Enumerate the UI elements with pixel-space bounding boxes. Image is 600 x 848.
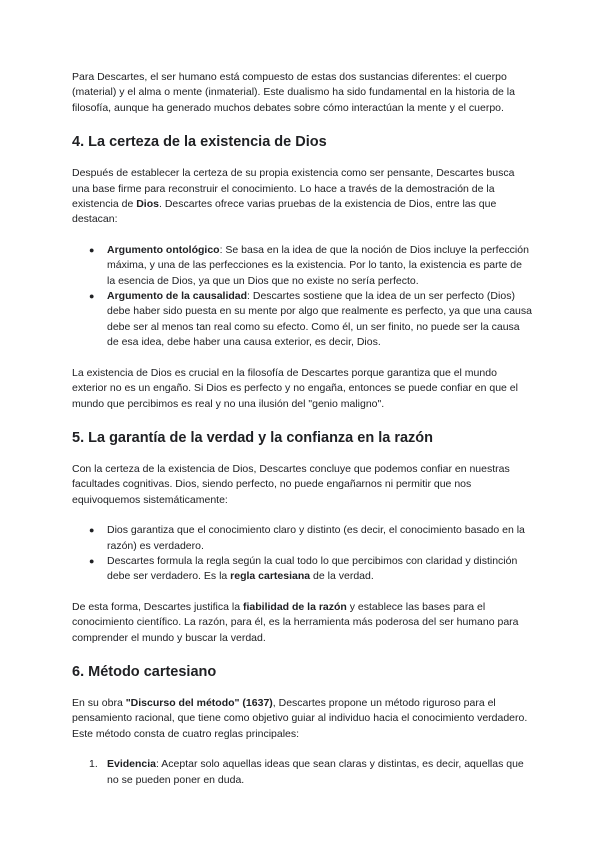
- text-run: y establece las bases para el conocimiento científico. La razón, para él, es la herramienta más poderosa del ser humano para comprender el mundo y buscar la verdad.: [72, 600, 519, 644]
- bullet-icon: ●: [89, 291, 95, 302]
- bold-term: Argumento ontológico: [107, 243, 220, 256]
- list-item: [72, 243, 532, 289]
- bold-term: fiabilidad de la razón: [242, 600, 347, 613]
- paragraph-dualism: Para Descartes, el ser humano está compuesto de estas dos sustancias diferentes: el cuerpo (material) y el alma o mente (inmaterial). Este dualismo ha sido fundamental en la historia de la filosofía, aunque ha generado muchos debates sobre cómo interactúan la mente y el cuerpo.: [72, 71, 515, 114]
- bold-term: regla cartesiana: [230, 570, 311, 583]
- text-run: De esta forma, Descartes justifica la: [72, 600, 243, 613]
- paragraph-method-intro: [72, 696, 532, 742]
- list-item: [72, 554, 532, 585]
- bullet-icon: ●: [89, 555, 95, 566]
- bold-term-dios: Dios: [136, 198, 159, 211]
- bold-term: Argumento de la causalidad: [107, 290, 248, 303]
- heading-section-4: 4. La certeza de la existencia de Dios: [72, 134, 327, 151]
- paragraph-god-intro: [72, 166, 532, 228]
- text-run: Descartes formula la regla según la cual todo lo que percibimos con claridad y distinción debe ser verdadero. Es la: [107, 554, 518, 583]
- list-item: [72, 523, 532, 554]
- list-item: [72, 289, 532, 351]
- text-run: Dios garantiza que el conocimiento claro y distinto (es decir, el conocimiento basado en la razón) es verdadero.: [107, 524, 525, 552]
- text-run: , Descartes propone un método riguroso para el pensamiento racional, que tiene como objetivo guiar al individuo hacia el conocimiento verdadero. Este método consta de cuatro reglas principales:: [72, 696, 528, 740]
- text-run: : Se basa en la idea de que la noción de Dios incluye la perfección máxima, y una de las perfecciones es la existencia. Por lo tanto, la existencia es parte de la esencia de Dios, ya que un Dios que no existe no sería perfecto.: [107, 243, 529, 287]
- paragraph-truth-intro: Con la certeza de la existencia de Dios, Descartes concluye que podemos confiar en nuestras facultades cognitivas. Dios, siendo perfecto, no puede engañarnos ni permitir que nos equivoquemos sistemáticamente:: [72, 462, 510, 506]
- list-number: 1.: [89, 758, 98, 771]
- document-body: [72, 70, 532, 788]
- text-run: : Aceptar solo aquellas ideas que sean claras y distintas, es decir, aquellas que no se pueden poner en duda.: [107, 758, 524, 786]
- text-run: de la verdad.: [310, 570, 374, 583]
- heading-section-5: 5. La garantía de la verdad y la confianza en la razón: [72, 429, 434, 446]
- paragraph-reason: [72, 600, 532, 646]
- bold-term: "Discurso del método" (1637): [125, 696, 273, 709]
- bullet-list-arguments: [72, 243, 532, 351]
- text-run: . Descartes ofrece varias pruebas de la existencia de Dios, entre las que destacan:: [72, 198, 497, 226]
- heading-section-6: 6. Método cartesiano: [72, 663, 217, 680]
- bullet-icon: ●: [89, 244, 95, 255]
- bullet-icon: ●: [89, 525, 95, 536]
- text-run: Después de establecer la certeza de su propia existencia como ser pensante, Descartes busca una base firme para reconstruir el conocimiento. Lo hace a través de la demostración de la existencia de: [72, 167, 515, 211]
- bold-term: Evidencia: [107, 758, 157, 771]
- bullet-list-truth: [72, 523, 532, 585]
- paragraph-god-crucial: La existencia de Dios es crucial en la filosofía de Descartes porque garantiza que el mundo exterior no es un engaño. Si Dios es perfecto y no engaña, entonces se puede confiar en que el mundo que percibimos es real y no una ilusión del "genio maligno".: [72, 366, 518, 410]
- list-item: [72, 757, 532, 788]
- text-run: : Descartes sostiene que la idea de un ser perfecto (Dios) debe haber sido puesta en su mente por algo que realmente es perfecto, ya que una causa debe ser al menos tan real como su efecto. Como él, un ser finito, no puede ser la causa de esa idea, debe haber una causa exterior, es decir, Dios.: [107, 290, 532, 349]
- numbered-list-rules: [72, 757, 532, 788]
- text-run: En su obra: [72, 696, 126, 709]
